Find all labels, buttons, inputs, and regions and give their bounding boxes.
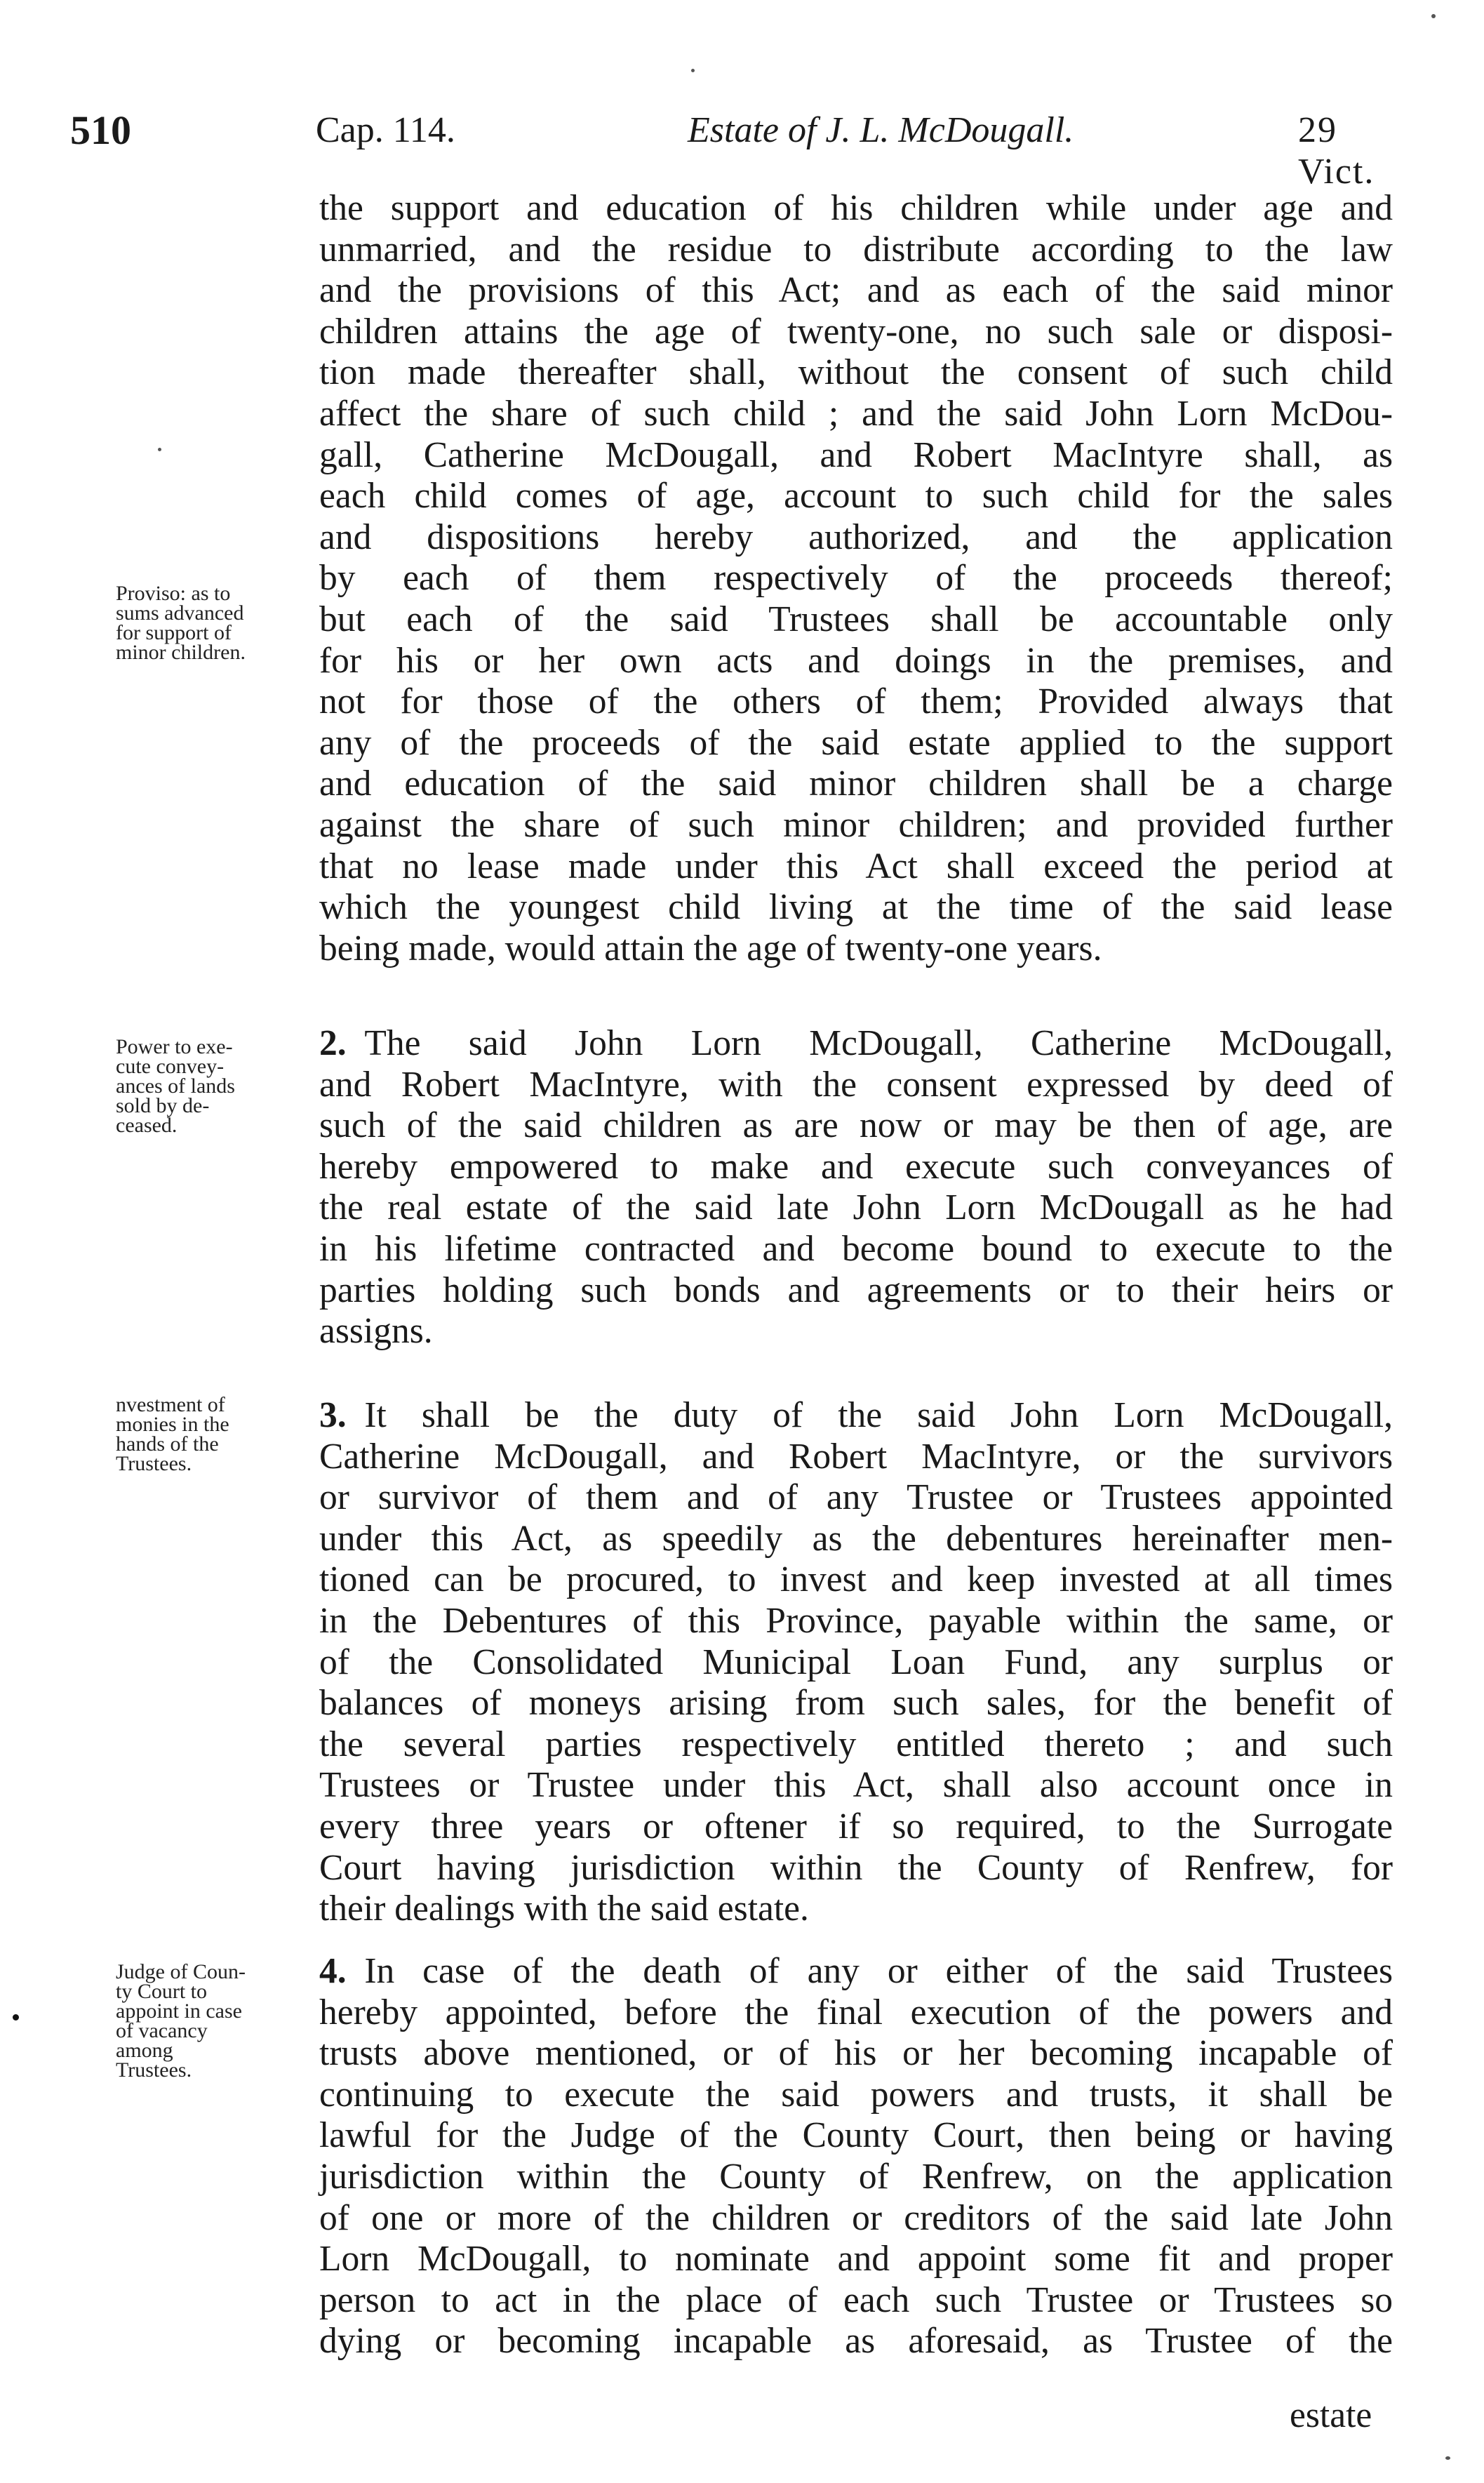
text-line: dying or becoming incapable as aforesaid, as Trustee of the — [319, 2321, 1393, 2362]
margin-note-line: Trustees. — [116, 1452, 192, 1475]
text-line: each child comes of age, account to such child for the sales — [319, 476, 1393, 517]
margin-note-line: cute convey- — [116, 1055, 225, 1078]
text-line: balances of moneys arising from such sales, for the benefit of — [319, 1683, 1393, 1724]
text-line: their dealings with the said estate. — [319, 1889, 809, 1929]
margin-note-line: monies in the — [116, 1413, 229, 1436]
margin-note-line: Power to exe- — [116, 1035, 233, 1058]
text-line: or survivor of them and of any Trustee or Trustees appointed — [319, 1477, 1393, 1518]
session-label: 29 Vict. — [1298, 110, 1375, 192]
margin-note-investment — [116, 1395, 312, 1474]
text-line: which the youngest child living at the time of the said lease — [319, 887, 1393, 928]
page-number: 510 — [70, 107, 131, 153]
scan-speck — [1445, 2456, 1450, 2460]
margin-note-line: among — [116, 2039, 173, 2062]
running-title: Estate of J. L. McDougall. — [688, 110, 1074, 150]
text-line-content: In case of the death of any or either of the said Trustees — [364, 1951, 1393, 1991]
text-line: the support and education of his children while under age and — [319, 188, 1393, 228]
margin-note-line: Trustees. — [116, 2058, 192, 2082]
text-line: and the provisions of this Act; and as each of the said minor — [319, 270, 1393, 311]
margin-note-line: appoint in case — [116, 1999, 242, 2023]
text-line: for his or her own acts and doings in the premises, and — [319, 640, 1393, 681]
text-line: assigns. — [319, 1311, 433, 1352]
text-line: gall, Catherine McDougall, and Robert MacIntyre shall, as — [319, 434, 1393, 475]
text-line: Trustees or Trustee under this Act, shall also account once in — [319, 1765, 1393, 1806]
text-line: in the Debentures of this Province, payable within the same, or — [319, 1600, 1393, 1641]
section-2-text — [319, 1023, 1393, 1352]
margin-note-line: sold by de- — [116, 1094, 210, 1117]
text-line: and education of the said minor children shall be a charge — [319, 764, 1393, 804]
text-line: children attains the age of twenty-one, no such sale or disposi- — [319, 311, 1393, 352]
text-line: unmarried, and the residue to distribute according to the law — [319, 229, 1393, 269]
text-line: Lorn McDougall, to nominate and appoint some fit and proper — [319, 2239, 1393, 2279]
margin-note-judge — [116, 1962, 312, 2080]
text-line: in his lifetime contracted and become bound to execute to the — [319, 1228, 1393, 1269]
text-line: Catherine McDougall, and Robert MacIntyre, or the survivors — [319, 1436, 1393, 1477]
margin-note-line: ances of lands — [116, 1074, 235, 1098]
margin-note-line: minor children. — [116, 641, 246, 664]
section-4-text — [319, 1951, 1393, 2362]
margin-note-line: for support of — [116, 621, 232, 644]
margin-note-line: Judge of Coun- — [116, 1960, 246, 1983]
margin-note-power-to-execute — [116, 1037, 312, 1136]
scan-speck — [1431, 14, 1436, 18]
text-line: jurisdiction within the County of Renfrew, on the application — [319, 2156, 1393, 2197]
running-header — [70, 107, 1403, 192]
scan-speck — [691, 69, 695, 72]
text-line: the real estate of the said late John Lorn McDougall as he had — [319, 1187, 1393, 1228]
text-line: that no lease made under this Act shall exceed the period at — [319, 846, 1393, 886]
text-line: tion made thereafter shall, without the consent of such child — [319, 352, 1393, 393]
text-line: of the Consolidated Municipal Loan Fund, any surplus or — [319, 1642, 1393, 1682]
text-line: and dispositions hereby authorized, and the application — [319, 517, 1393, 557]
text-line — [319, 1951, 1393, 1992]
text-line: and Robert MacIntyre, with the consent expressed by deed of — [319, 1064, 1393, 1105]
margin-note-line: hands of the — [116, 1432, 219, 1456]
text-line — [319, 1395, 1393, 1437]
text-line-content: It shall be the duty of the said John Lorn McDougall, — [364, 1395, 1393, 1435]
text-line: under this Act, as speedily as the debentures hereinafter men- — [319, 1518, 1393, 1559]
section-number: 3. — [319, 1395, 347, 1435]
margin-note-line: Proviso: as to — [116, 582, 231, 605]
text-line: the several parties respectively entitled thereto ; and such — [319, 1724, 1393, 1764]
catchword: estate — [1290, 2395, 1372, 2435]
text-line: tioned can be procured, to invest and keep invested at all times — [319, 1559, 1393, 1600]
margin-note-line: ty Court to — [116, 1980, 208, 2003]
text-line: trusts above mentioned, or of his or her becoming incapable of — [319, 2033, 1393, 2074]
chapter-label: Cap. 114. — [316, 110, 455, 150]
text-line: but each of the said Trustees shall be accountable only — [319, 599, 1393, 639]
text-line: against the share of such minor children; and provided further — [319, 804, 1393, 845]
margin-note-line: sums advanced — [116, 601, 244, 625]
text-line: every three years or oftener if so required, to the Surrogate — [319, 1806, 1393, 1846]
margin-note-proviso — [116, 584, 312, 663]
text-line: by each of them respectively of the proceeds thereof; — [319, 558, 1393, 599]
text-line: hereby empowered to make and execute such conveyances of — [319, 1146, 1393, 1187]
text-line-content: The said John Lorn McDougall, Catherine McDougall, — [364, 1023, 1393, 1063]
text-line: lawful for the Judge of the County Court, then being or having — [319, 2115, 1393, 2156]
margin-note-line: nvestment of — [116, 1393, 225, 1416]
text-line: of one or more of the children or creditors of the said late John — [319, 2197, 1393, 2238]
text-line: Court having jurisdiction within the County of Renfrew, for — [319, 1847, 1393, 1888]
section-number: 4. — [319, 1951, 347, 1991]
text-line: such of the said children as are now or may be then of age, are — [319, 1105, 1393, 1146]
text-line: affect the share of such child ; and the said John Lorn McDou- — [319, 393, 1393, 434]
text-line: any of the proceeds of the said estate applied to the support — [319, 722, 1393, 763]
scan-speck — [13, 2014, 19, 2021]
section-3-text — [319, 1395, 1393, 1930]
text-line — [319, 1023, 1393, 1065]
margin-note-line: of vacancy — [116, 2019, 208, 2042]
text-line: not for those of the others of them; Provided always that — [319, 681, 1393, 722]
text-line: continuing to execute the said powers and trusts, it shall be — [319, 2074, 1393, 2115]
text-line: being made, would attain the age of twenty-one years. — [319, 928, 1102, 968]
scan-speck — [158, 448, 161, 451]
text-line: person to act in the place of each such Trustee or Trustees so — [319, 2279, 1393, 2320]
text-line: parties holding such bonds and agreements or to their heirs or — [319, 1270, 1393, 1310]
margin-note-line: ceased. — [116, 1114, 178, 1137]
section-number: 2. — [319, 1023, 347, 1063]
text-line: hereby appointed, before the final execution of the powers and — [319, 1992, 1393, 2032]
section-1-text — [319, 188, 1393, 969]
